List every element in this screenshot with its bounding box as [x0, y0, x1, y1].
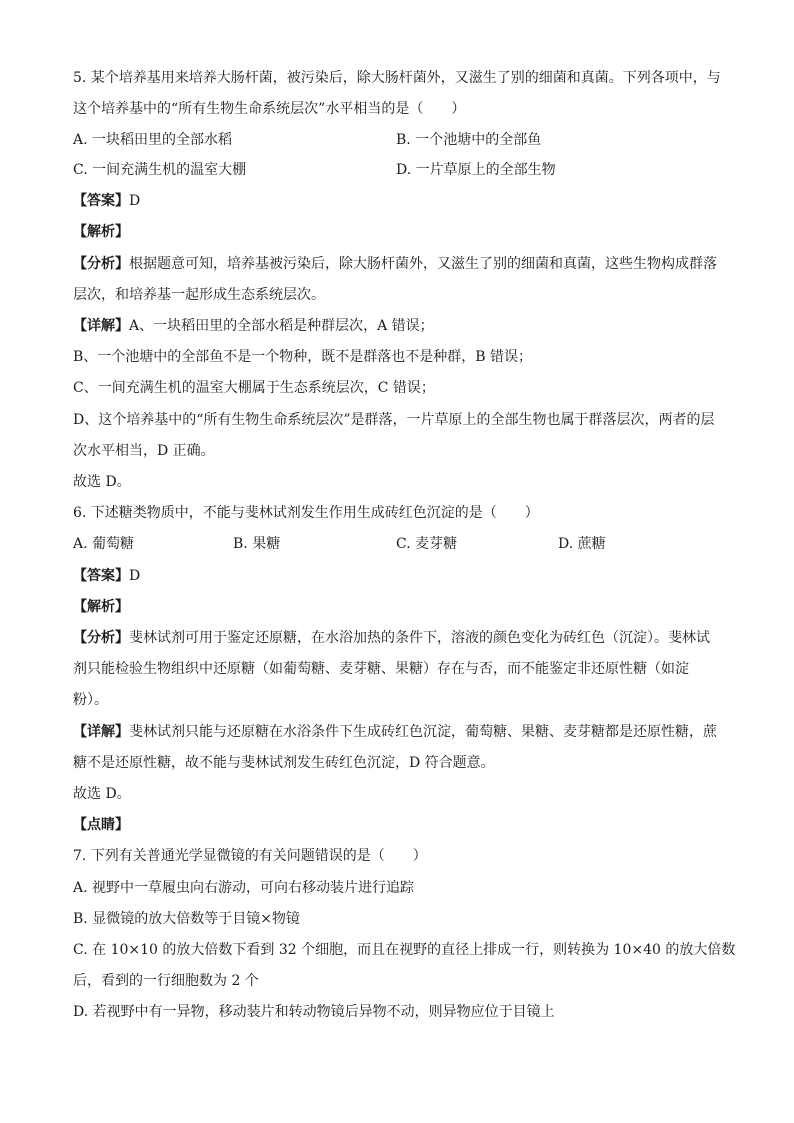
answer-tag: 【答案】	[73, 193, 129, 209]
q6-answer	[73, 566, 140, 586]
q5-jiexi-heading: 【解析】	[73, 224, 129, 240]
q5-answer	[73, 191, 140, 211]
answer-tag: 【答案】	[73, 568, 129, 584]
q6-jiexi-heading: 【解析】	[73, 599, 129, 615]
q5-option-d: D. 一片草原上的全部生物	[396, 162, 556, 178]
xiangjie-text: 斐林试剂只能与还原糖在水浴条件下生成砖红色沉淀，葡萄糖、果糖、麦芽糖都是还原性糖，蔗	[129, 724, 717, 740]
q5-final-choice: 故选 D。	[73, 474, 131, 490]
q5-option-b: B. 一个池塘中的全部鱼	[396, 132, 542, 148]
q5-xiangjie-line-1	[73, 316, 434, 336]
q6-fenxi-line-2: 剂只能检验生物组织中还原糖（如葡萄糖、麦芽糖、果糖）存在与否，而不能鉴定非还原性糖（如淀	[73, 661, 689, 677]
q5-stem-line-2: 这个培养基中的“所有生物生命系统层次”水平相当的是（ ）	[73, 101, 466, 117]
q5-option-a: A. 一块稻田里的全部水稻	[73, 132, 233, 148]
q5-explain-d-2: 次水平相当，D 正确。	[73, 443, 215, 459]
fenxi-text: 斐林试剂可用于鉴定还原糖，在水浴加热的条件下，溶液的颜色变化为砖红色（沉淀）。斐林试	[129, 630, 710, 646]
answer-value: D	[129, 568, 141, 584]
q6-option-c: C. 麦芽糖	[396, 536, 458, 552]
q7-option-c-line-1: C. 在 10×10 的放大倍数下看到 32 个细胞，而且在视野的直径上排成一行，则转换为 10×40 的放大倍数	[73, 942, 736, 958]
q6-fenxi-line-3: 粉）。	[73, 692, 108, 708]
q6-option-d: D. 蔗糖	[558, 536, 606, 552]
fenxi-tag: 【分析】	[73, 630, 129, 646]
q5-stem-line-1: 5. 某个培养基用来培养大肠杆菌，被污染后，除大肠杆菌外，又滋生了别的细菌和真菌。下列各项中，与	[73, 70, 721, 86]
q6-option-a: A. 葡萄糖	[73, 536, 135, 552]
q6-option-b: B. 果糖	[233, 536, 281, 552]
q6-options-row	[73, 534, 723, 554]
q5-fenxi-line-1	[73, 254, 717, 274]
q6-dianjing-heading: 【点睛】	[73, 817, 129, 833]
q6-xiangjie-line-1	[73, 722, 717, 742]
q6-stem: 6. 下述糖类物质中，不能与斐林试剂发生作用生成砖红色沉淀的是（ ）	[73, 505, 539, 521]
q6-xiangjie-line-2: 糖不是还原性糖，故不能与斐林试剂发生砖红色沉淀，D 符合题意。	[73, 755, 495, 771]
q7-stem: 7. 下列有关普通光学显微镜的有关问题错误的是（ ）	[73, 848, 427, 864]
q7-option-d: D. 若视野中有一异物，移动装片和转动物镜后异物不动，则异物应位于目镜上	[73, 1004, 555, 1020]
answer-value: D	[129, 193, 141, 209]
xiangjie-tag: 【详解】	[73, 318, 129, 334]
q5-explain-c: C、一间充满生机的温室大棚属于生态系统层次，C 错误；	[73, 380, 435, 396]
q7-option-c-line-2: 后，看到的一行细胞数为 2 个	[73, 973, 259, 989]
xiangjie-tag: 【详解】	[73, 724, 129, 740]
q6-final-choice: 故选 D。	[73, 786, 131, 802]
q6-fenxi-line-1	[73, 628, 710, 648]
q5-fenxi-line-2: 层次，和培养基一起形成生态系统层次。	[73, 287, 325, 303]
q5-explain-d-1: D、这个培养基中的“所有生物生命系统层次”是群落，一片草原上的全部生物也属于群落层次，两者的层	[73, 412, 715, 428]
xiangjie-text: A、一块稻田里的全部水稻是种群层次，A 错误；	[129, 318, 434, 334]
q7-option-b: B. 显微镜的放大倍数等于目镜×物镜	[73, 911, 300, 927]
q7-option-a: A. 视野中一草履虫向右游动，可向右移动装片进行追踪	[73, 880, 415, 896]
q5-option-c: C. 一间充满生机的温室大棚	[73, 162, 247, 178]
fenxi-text: 根据题意可知，培养基被污染后，除大肠杆菌外，又滋生了别的细菌和真菌，这些生物构成群落	[129, 256, 717, 272]
q5-explain-b: B、一个池塘中的全部鱼不是一个物种，既不是群落也不是种群，B 错误；	[73, 349, 533, 365]
fenxi-tag: 【分析】	[73, 256, 129, 272]
